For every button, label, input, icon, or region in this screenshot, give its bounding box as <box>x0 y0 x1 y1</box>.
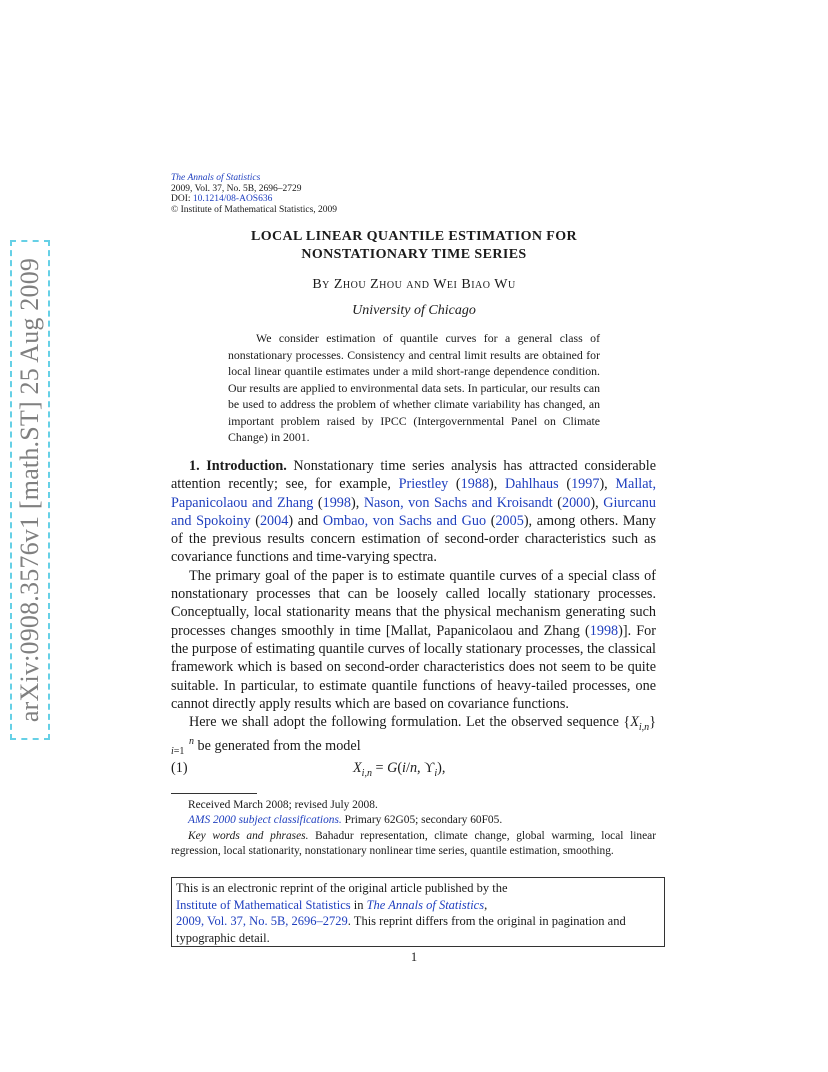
section-heading: 1. Introduction. <box>189 458 287 474</box>
footnote-rule <box>171 793 257 794</box>
citation-year-link[interactable]: 1997 <box>571 476 600 493</box>
journal-reprint-link[interactable]: The Annals of Statistics <box>366 897 485 912</box>
ims-link[interactable]: Institute of Mathematical Statistics <box>176 897 351 912</box>
sequence-notation: $\{X_{i,n}\}n$ i=1 <box>171 714 656 758</box>
journal-link[interactable]: The Annals of Statistics <box>171 173 261 183</box>
title-line-1: LOCAL LINEAR QUANTILE ESTIMATION FOR <box>250 229 578 244</box>
citation-link[interactable]: Dahlhaus <box>505 476 559 493</box>
title-line-2: NONSTATIONARY TIME SERIES <box>301 247 527 262</box>
citation-link[interactable]: Giurcanu and Spokoiny <box>171 494 656 529</box>
citation-link[interactable]: Priestley <box>398 476 449 493</box>
arxiv-identifier: arXiv:0908.3576v1 [math.ST] 25 Aug 2009 <box>15 257 44 723</box>
footnotes <box>171 798 656 859</box>
keywords-label: Key words and phrases. <box>188 829 309 842</box>
volume-line: 2009, Vol. 37, No. 5B, 2696–2729 <box>171 183 302 194</box>
page-number: 1 <box>410 950 418 964</box>
equation-number: (1) <box>171 760 188 776</box>
paragraph-3: Here we shall adopt the following formulation. Let the observed sequence $\{X_{i,n}\}n$ i=1 be generated from the model <box>171 714 656 758</box>
paper-title <box>0 228 828 264</box>
journal-header <box>171 173 337 215</box>
volume-reprint-link[interactable]: 2009, Vol. 37, No. 5B, 2696–2729 <box>176 914 348 928</box>
ams-classification-link[interactable]: AMS 2000 subject classifications. <box>188 814 342 827</box>
authors: By Zhou Zhou and Wei Biao Wu <box>312 277 516 292</box>
paragraph-2: The primary goal of the paper is to estimate quantile curves of a special class of nonstationary processes that can be loosely called locally stationary processes. Conceptually, local stationarity means that the physical mechanism generating such processes changes smoothly in time [Mallat, Papanicolaou and Zhang (1998)]. For the purpose of estimating quantile curves of locally stationary processes, the classical framework which is based on second-order characteristics does not seem to be quite suitable. In particular, to estimate quantile functions of heavy-tailed processes, one cannot directly apply results which are based on covariance functions. <box>171 567 656 712</box>
citation-year-link[interactable]: 1998 <box>322 494 351 511</box>
citation-year-link[interactable]: 2000 <box>561 494 591 511</box>
paragraph-1: 1. Introduction. Nonstationary time series analysis has attracted considerable attention recently; see, for example, Priestley (1988), Dahlhaus (1997), Mallat, Papanicolaou and Zhang (1998), Nason, von Sachs and Kroisandt (2000), Giurcanu and Spokoiny (2004) and Ombao, von Sachs and Guo (2005), among others. Many of the previous results concern estimation of second-order characteristics such as covariance functions and time-varying spectra. <box>171 458 657 566</box>
citation-year-link[interactable]: 2005 <box>495 512 524 529</box>
ams-note: AMS 2000 subject classifications. Primary 62G05; secondary 60F05. <box>188 814 503 827</box>
reprint-notice: This is an electronic reprint of the original article published by the Institute of Mathematical Statistics in The Annals of Statistics, 2009, Vol. 37, No. 5B, 2696–2729. This reprint differs from the original in pagination and typographic detail. <box>171 877 665 947</box>
copyright-line: © Institute of Mathematical Statistics, 2009 <box>171 204 338 215</box>
section-introduction <box>171 457 656 757</box>
doi-line: DOI: 10.1214/08-AOS636 <box>171 194 273 204</box>
citation-year-link[interactable]: 1998 <box>589 622 619 639</box>
citation-year-link[interactable]: 2004 <box>259 512 289 529</box>
received-note: Received March 2008; revised July 2008. <box>188 799 378 811</box>
citation-link[interactable]: Nason, von Sachs and Kroisandt <box>363 494 553 511</box>
equation-body: $X_{i,n} = G(i/n$, $ϒ_i$), <box>353 760 446 779</box>
citation-year-link[interactable]: 1988 <box>460 476 490 493</box>
keywords-note: Key words and phrases. Bahadur representation, climate change, global warming, local linear regression, local stationarity, nonstationary nonlinear time series, quantile estimation, smoothing. <box>171 829 656 857</box>
citation-link[interactable]: Mallat, Papanicolaou and Zhang <box>171 476 657 511</box>
abstract: We consider estimation of quantile curves for a general class of nonstationary processes. Consistency and central limit results are obtained for local linear quantile estimates under a mild short-range dependence condition. Our results are applied to environmental data sets. In particular, our results can be used to address the problem of whether climate variability has changed, an important problem raised by IPCC (Intergovernmental Panel on Climate Change) in 2001. <box>228 331 600 444</box>
doi-link[interactable]: 10.1214/08-AOS636 <box>192 194 273 204</box>
citation-link[interactable]: Ombao, von Sachs and Guo <box>322 512 487 529</box>
affiliation: University of Chicago <box>352 303 476 318</box>
